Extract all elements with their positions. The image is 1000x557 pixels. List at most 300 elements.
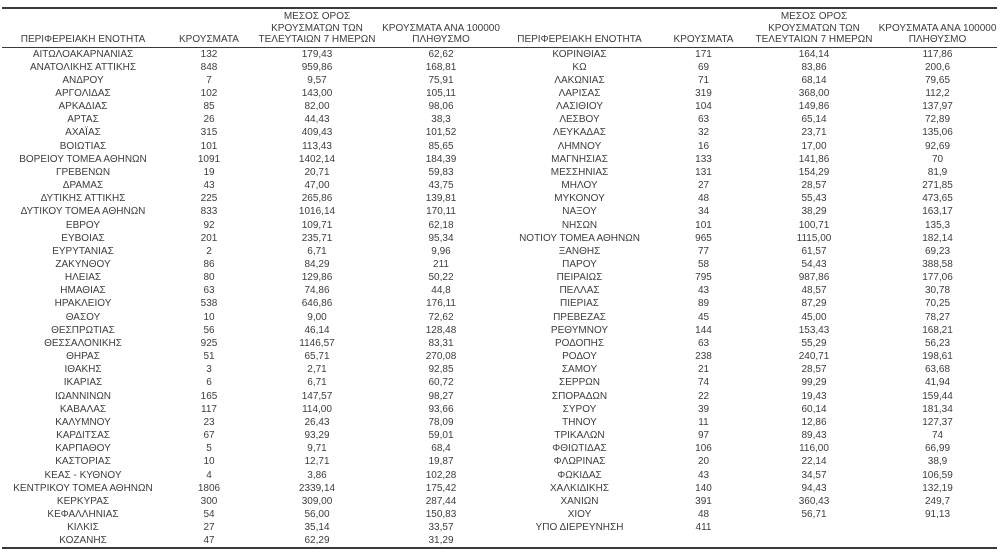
region-cell-right: ΦΩΚΙΔΑΣ xyxy=(557,469,602,481)
region-cell-left: ΕΒΡΟΥ xyxy=(65,219,101,231)
table-row xyxy=(2,47,997,61)
avg7-cell-left: 93,29 xyxy=(304,430,330,442)
header-avg7-right-line2: ΚΡΟΥΣΜΑΤΩΝ ΤΩΝ xyxy=(768,22,860,34)
cases-cell-right: 74 xyxy=(697,377,710,389)
header-cases-left: ΚΡΟΥΣΜΑΤΑ xyxy=(164,8,254,47)
per100k-cell-right: 159,44 xyxy=(922,390,953,402)
per100k-cell-left: 270,08 xyxy=(425,351,457,363)
per100k-cell-right: 92,69 xyxy=(924,140,951,152)
avg7-cell-left: 1016,14 xyxy=(298,206,336,218)
region-cell-right: ΛΕΥΚΑΔΑΣ xyxy=(553,127,606,139)
avg7-cell-left: 20,71 xyxy=(304,166,330,178)
cases-cell-left: 3 xyxy=(206,364,212,376)
region-cell-left: ΑΡΚΑΔΙΑΣ xyxy=(58,101,108,113)
region-cell-right: ΝΑΞΟΥ xyxy=(562,206,597,218)
table-row xyxy=(2,311,997,324)
region-cell-left: ΗΜΑΘΙΑΣ xyxy=(60,285,106,297)
avg7-cell-right: 83,86 xyxy=(801,61,827,73)
cases-cell-left: 102 xyxy=(200,87,218,99)
table-row xyxy=(2,192,997,205)
avg7-cell-left: 265,86 xyxy=(301,193,333,205)
per100k-cell-right: 135,3 xyxy=(924,219,951,231)
region-cell-right: ΤΗΝΟΥ xyxy=(562,416,597,428)
cases-cell-right: 63 xyxy=(697,114,710,126)
avg7-cell-left: 44,43 xyxy=(304,114,330,126)
per100k-cell-left: 92,85 xyxy=(428,364,454,376)
region-cell-right: ΠΡΕΒΕΖΑΣ xyxy=(553,311,606,323)
per100k-cell-left: 128,48 xyxy=(425,324,457,336)
per100k-cell-left: 59,01 xyxy=(428,430,454,442)
avg7-cell-left: 62,29 xyxy=(304,535,330,547)
per100k-cell-left: 287,44 xyxy=(425,495,457,507)
cases-cell-right: 58 xyxy=(697,259,710,270)
per100k-cell-right: 181,34 xyxy=(922,403,953,415)
avg7-cell-left: 9,71 xyxy=(307,443,327,455)
cases-cell-right: 48 xyxy=(697,193,710,205)
avg7-cell-right: 56,71 xyxy=(801,508,827,520)
avg7-cell-right: 368,00 xyxy=(798,87,830,99)
region-cell-right: ΞΑΝΘΗΣ xyxy=(558,245,601,257)
cases-cell-left: 117 xyxy=(201,403,217,415)
cases-cell-left: 132 xyxy=(200,48,218,60)
region-cell-left: ΒΟΡΕΙΟΥ ΤΟΜΕΑ ΑΘΗΝΩΝ xyxy=(19,153,147,165)
table-row xyxy=(2,442,997,455)
avg7-cell-left: 129,86 xyxy=(301,272,333,284)
avg7-cell-left: 82,00 xyxy=(304,101,330,113)
header-avg7-right-line1: ΜΕΣΟΣ ΟΡΟΣ xyxy=(780,11,848,22)
avg7-cell-right: 55,29 xyxy=(801,337,827,349)
cases-cell-right: 411 xyxy=(695,522,712,534)
per100k-cell-right: 198,61 xyxy=(922,351,953,363)
avg7-cell-right: 60,14 xyxy=(801,403,827,415)
cases-cell-right: 171 xyxy=(695,48,712,60)
cases-cell-right: 97 xyxy=(697,430,710,442)
per100k-cell-right: 106,59 xyxy=(922,469,953,481)
avg7-cell-right: 116,00 xyxy=(799,443,829,455)
per100k-cell-right: 271,85 xyxy=(922,180,953,192)
region-cell-right: ΜΥΚΟΝΟΥ xyxy=(554,193,605,205)
table-row xyxy=(2,126,997,139)
cases-cell-right: 34 xyxy=(697,206,710,218)
cases-cell-right: 27 xyxy=(697,180,710,192)
per100k-cell-left: 59,83 xyxy=(428,166,454,178)
per100k-cell-right: 79,65 xyxy=(924,74,951,86)
per100k-cell-left: 176,11 xyxy=(426,298,456,310)
per100k-cell-left: 38,3 xyxy=(431,114,451,126)
table-row xyxy=(2,271,997,284)
avg7-cell-right: 28,57 xyxy=(801,364,827,376)
table-row xyxy=(2,284,997,297)
header-per100k-right-line1: ΚΡΟΥΣΜΑΤΑ ΑΝΑ 100000 xyxy=(878,22,997,34)
header-per100k-left-line2: ΠΛΗΘΥΣΜΟ xyxy=(412,34,470,45)
avg7-cell-left: 46,14 xyxy=(304,324,330,336)
region-cell-right: ΡΕΘΥΜΝΟΥ xyxy=(550,324,609,336)
table-row xyxy=(2,416,997,429)
per100k-cell-left: 98,06 xyxy=(428,101,454,113)
cases-cell-right: 965 xyxy=(695,232,712,244)
region-cell-left: ΚΙΛΚΙΣ xyxy=(67,522,99,534)
per100k-cell-left: 95,34 xyxy=(428,232,454,244)
per100k-cell-right: 56,23 xyxy=(924,337,951,349)
table-body xyxy=(2,47,997,548)
avg7-cell-right: 360,43 xyxy=(798,495,830,507)
cases-cell-right: 21 xyxy=(697,364,710,376)
cases-cell-left: 1091 xyxy=(197,153,221,165)
region-cell-left: ΔΡΑΜΑΣ xyxy=(62,180,104,192)
cases-cell-left: 67 xyxy=(203,430,215,442)
table-row xyxy=(2,232,997,245)
region-cell-left: ΓΡΕΒΕΝΩΝ xyxy=(55,166,111,178)
cases-cell-left: 4 xyxy=(206,469,212,481)
cases-cell-left: 1806 xyxy=(197,482,221,494)
region-cell-right: ΣΑΜΟΥ xyxy=(561,364,598,376)
avg7-cell-left: 114,00 xyxy=(302,403,332,415)
per100k-cell-right: 41,94 xyxy=(924,377,951,389)
avg7-cell-left: 2339,14 xyxy=(298,482,336,494)
region-cell-left: ΔΥΤΙΚΗΣ ΑΤΤΙΚΗΣ xyxy=(40,193,126,205)
cases-cell-left: 26 xyxy=(203,114,215,126)
avg7-cell-left: 6,71 xyxy=(307,245,327,257)
header-per100k-right-line2: ΠΛΗΘΥΣΜΟ xyxy=(908,34,967,45)
avg7-cell-right: 12,86 xyxy=(801,416,827,428)
per100k-cell-right: 249,7 xyxy=(924,495,951,507)
avg7-cell-left: 74,86 xyxy=(304,285,330,297)
cases-cell-right: 106 xyxy=(695,443,712,455)
region-cell-left: ΔΥΤΙΚΟΥ ΤΟΜΕΑ ΑΘΗΝΩΝ xyxy=(20,206,146,218)
region-cell-left: ΑΝΔΡΟΥ xyxy=(62,74,104,86)
per100k-cell-right: 78,27 xyxy=(924,311,951,323)
region-cell-right: ΜΕΣΣΗΝΙΑΣ xyxy=(550,166,609,178)
per100k-cell-right: 81,9 xyxy=(927,166,948,178)
cases-cell-right: 77 xyxy=(697,245,710,257)
per100k-cell-left: 75,91 xyxy=(428,74,454,86)
table-row xyxy=(2,113,997,126)
avg7-cell-left: 109,71 xyxy=(301,219,333,231)
cases-cell-right: 140 xyxy=(695,482,712,494)
per100k-cell-right: 69,23 xyxy=(924,245,951,257)
per100k-cell-right: 117,86 xyxy=(922,48,953,60)
region-cell-right: ΝΗΣΩΝ xyxy=(561,219,598,231)
cases-cell-right: 63 xyxy=(697,337,710,349)
region-cell-right: ΣΠΟΡΑΔΩΝ xyxy=(551,390,608,402)
per100k-cell-left: 62,18 xyxy=(428,219,454,231)
per100k-cell-left: 101,52 xyxy=(425,127,457,139)
region-cell-left: ΘΕΣΣΑΛΟΝΙΚΗΣ xyxy=(44,337,122,349)
per100k-cell-right: 127,37 xyxy=(922,416,953,428)
region-cell-right: ΧΑΝΙΩΝ xyxy=(560,495,599,507)
region-cell-right: ΛΑΚΩΝΙΑΣ xyxy=(554,74,605,86)
avg7-cell-left: 1146,57 xyxy=(299,337,335,349)
regional-cases-table xyxy=(2,7,997,549)
region-cell-left: ΚΑΡΔΙΤΣΑΣ xyxy=(56,430,110,442)
per100k-cell-left: 170,11 xyxy=(426,206,456,218)
per100k-cell-right: 177,06 xyxy=(922,272,953,284)
avg7-cell-left: 9,57 xyxy=(307,74,327,86)
avg7-cell-right: 149,86 xyxy=(798,101,830,113)
avg7-cell-left: 959,86 xyxy=(301,61,333,73)
table-row xyxy=(2,350,997,363)
cases-cell-left: 225 xyxy=(200,193,218,205)
cases-cell-right xyxy=(657,534,750,548)
region-cell-left: ΑΙΤΩΛΟΑΚΑΡΝΑΝΙΑΣ xyxy=(32,48,134,60)
per100k-cell-left: 9,96 xyxy=(431,245,451,257)
avg7-cell-right: 68,14 xyxy=(801,74,827,86)
table-row xyxy=(2,534,997,548)
avg7-cell-left: 26,43 xyxy=(304,416,330,428)
cases-cell-right: 104 xyxy=(695,101,712,113)
cases-cell-left: 925 xyxy=(200,337,218,349)
per100k-cell-left: 50,22 xyxy=(428,272,454,284)
table-row xyxy=(2,337,997,350)
cases-cell-right: 133 xyxy=(695,153,712,165)
avg7-cell-right: 48,57 xyxy=(801,285,827,297)
avg7-cell-right: 22,14 xyxy=(801,456,827,468)
avg7-cell-left: 235,71 xyxy=(301,232,333,244)
per100k-cell-right xyxy=(878,521,997,534)
avg7-cell-left: 147,57 xyxy=(301,390,333,402)
cases-cell-right: 391 xyxy=(695,495,712,507)
region-cell-left: ΚΑΣΤΟΡΙΑΣ xyxy=(55,456,111,468)
avg7-cell-right xyxy=(750,521,878,534)
region-cell-right: ΡΟΔΟΥ xyxy=(562,351,597,363)
cases-cell-left: 27 xyxy=(203,522,215,534)
cases-cell-left: 315 xyxy=(200,127,218,139)
region-cell-left: ΗΡΑΚΛΕΙΟΥ xyxy=(54,298,112,310)
header-per100k-left-line1: ΚΡΟΥΣΜΑΤΑ ΑΝΑ 100000 xyxy=(382,22,500,34)
avg7-cell-right: 87,29 xyxy=(801,298,827,310)
cases-cell-right: 20 xyxy=(697,456,710,468)
avg7-cell-right xyxy=(750,534,878,548)
cases-cell-left: 165 xyxy=(200,390,218,402)
per100k-cell-right: 168,21 xyxy=(922,324,953,336)
region-cell-right: ΛΑΣΙΘΙΟΥ xyxy=(556,101,603,113)
per100k-cell-left: 83,31 xyxy=(428,337,454,349)
table-row xyxy=(2,297,997,310)
cases-cell-left: 848 xyxy=(200,61,218,73)
cases-cell-right: 11 xyxy=(698,416,709,428)
per100k-cell-left: 60,72 xyxy=(428,377,454,389)
region-cell-left: ΖΑΚΥΝΘΟΥ xyxy=(55,259,111,270)
cases-cell-left: 10 xyxy=(203,456,215,468)
cases-cell-left: 101 xyxy=(200,140,218,152)
header-avg7-left-line3: ΤΕΛΕΥΤΑΙΩΝ 7 ΗΜΕΡΩΝ xyxy=(258,34,376,45)
region-cell-left: ΚΑΛΥΜΝΟΥ xyxy=(55,416,111,428)
per100k-cell-right: 30,78 xyxy=(924,285,951,297)
table-row xyxy=(2,153,997,166)
avg7-cell-left: 9,00 xyxy=(307,311,327,323)
table-row xyxy=(2,205,997,218)
per100k-cell-left: 211 xyxy=(433,259,449,270)
per100k-cell-right: 38,9 xyxy=(927,456,948,468)
avg7-cell-right: 141,86 xyxy=(798,153,830,165)
table-row xyxy=(2,508,997,521)
region-cell-left: ΚΟΖΑΝΗΣ xyxy=(59,535,107,547)
cases-cell-right: 39 xyxy=(697,403,710,415)
avg7-cell-left: 113,43 xyxy=(302,140,332,152)
region-cell-right xyxy=(502,534,657,548)
region-cell-left: ΕΥΒΟΙΑΣ xyxy=(61,232,105,244)
table-row xyxy=(2,61,997,74)
region-cell-right: ΛΑΡΙΣΑΣ xyxy=(558,87,601,99)
avg7-cell-left: 309,00 xyxy=(301,495,333,507)
region-cell-left: ΚΕΦΑΛΛΗΝΙΑΣ xyxy=(47,508,119,520)
region-cell-left: ΙΚΑΡΙΑΣ xyxy=(63,377,103,389)
avg7-cell-right: 34,57 xyxy=(801,469,827,481)
avg7-cell-left: 65,71 xyxy=(304,351,330,363)
cases-cell-right: 32 xyxy=(697,127,710,139)
region-cell-right: ΚΩ xyxy=(572,61,587,73)
avg7-cell-left: 56,00 xyxy=(304,508,330,520)
per100k-cell-left: 19,87 xyxy=(428,456,454,468)
per100k-cell-right: 74 xyxy=(931,430,944,442)
region-cell-left: ΚΕΝΤΡΙΚΟΥ ΤΟΜΕΑ ΑΘΗΝΩΝ xyxy=(13,482,153,494)
per100k-cell-right: 112,2 xyxy=(925,87,950,99)
cases-cell-left: 6 xyxy=(206,377,212,389)
region-cell-right: ΥΠΟ ΔΙΕΡΕΥΝΗΣΗ xyxy=(535,522,624,534)
region-cell-left: ΕΥΡΥΤΑΝΙΑΣ xyxy=(52,245,114,257)
avg7-cell-left: 84,29 xyxy=(304,259,330,270)
table-row xyxy=(2,324,997,337)
avg7-cell-left: 143,00 xyxy=(301,87,333,99)
avg7-cell-left: 12,71 xyxy=(304,456,330,468)
region-cell-left: ΚΑΡΠΑΘΟΥ xyxy=(55,443,111,455)
per100k-cell-right: 132,19 xyxy=(922,482,953,494)
avg7-cell-right: 94,43 xyxy=(801,482,827,494)
avg7-cell-right: 153,43 xyxy=(798,324,830,336)
cases-cell-right: 43 xyxy=(697,285,710,297)
cases-cell-right: 795 xyxy=(695,272,712,284)
region-cell-right: ΜΗΛΟΥ xyxy=(561,180,598,192)
cases-cell-right: 43 xyxy=(697,469,710,481)
cases-cell-right: 238 xyxy=(695,351,712,363)
header-cases-right: ΚΡΟΥΣΜΑΤΑ xyxy=(657,8,750,47)
region-cell-left: ΘΕΣΠΡΩΤΙΑΣ xyxy=(51,324,115,336)
region-cell-left: ΑΝΑΤΟΛΙΚΗΣ ΑΤΤΙΚΗΣ xyxy=(29,61,137,73)
cases-cell-left: 2 xyxy=(206,245,212,257)
cases-cell-left: 7 xyxy=(206,74,212,86)
table-row xyxy=(2,455,997,468)
header-region-left: ΠΕΡΙΦΕΡΕΙΑΚΗ ΕΝΟΤΗΤΑ xyxy=(2,8,164,47)
avg7-cell-left: 47,00 xyxy=(304,180,330,192)
table-row xyxy=(2,376,997,389)
region-cell-left: ΚΑΒΑΛΑΣ xyxy=(59,403,107,415)
table-row xyxy=(2,245,997,258)
region-cell-right: ΠΑΡΟΥ xyxy=(562,259,597,270)
cases-cell-left: 300 xyxy=(200,495,218,507)
region-cell-left: ΑΧΑΪΑΣ xyxy=(65,127,101,139)
table-row xyxy=(2,403,997,416)
table-row xyxy=(2,390,997,403)
per100k-cell-left: 43,75 xyxy=(428,180,454,192)
cases-cell-right: 319 xyxy=(695,87,712,99)
avg7-cell-right: 19,43 xyxy=(801,390,827,402)
avg7-cell-right: 99,29 xyxy=(801,377,827,389)
cases-cell-right: 16 xyxy=(697,140,710,152)
region-cell-right: ΦΘΙΩΤΙΔΑΣ xyxy=(552,443,607,455)
region-cell-left: ΘΗΡΑΣ xyxy=(66,351,100,363)
per100k-cell-left: 150,83 xyxy=(425,508,457,520)
avg7-cell-left: 179,43 xyxy=(301,48,333,60)
cases-cell-left: 80 xyxy=(203,272,215,284)
cases-cell-right: 144 xyxy=(695,324,712,336)
cases-cell-right: 69 xyxy=(697,61,710,73)
cases-cell-left: 92 xyxy=(203,219,215,231)
region-cell-right: ΛΕΣΒΟΥ xyxy=(559,114,600,126)
per100k-cell-right: 135,06 xyxy=(922,127,953,139)
per100k-cell-right: 63,68 xyxy=(924,364,951,376)
region-cell-left: ΙΩΑΝΝΙΝΩΝ xyxy=(54,390,112,402)
per100k-cell-left: 78,09 xyxy=(428,416,454,428)
cases-cell-left: 63 xyxy=(203,285,215,297)
per100k-cell-left: 105,11 xyxy=(426,87,456,99)
cases-cell-right: 89 xyxy=(697,298,710,310)
per100k-cell-right xyxy=(878,534,997,548)
avg7-cell-right: 1115,00 xyxy=(796,232,832,244)
table-row xyxy=(2,179,997,192)
per100k-cell-left: 85,65 xyxy=(428,140,454,152)
avg7-cell-right: 28,57 xyxy=(801,180,827,192)
avg7-cell-left: 2,71 xyxy=(307,364,327,376)
avg7-cell-right: 987,86 xyxy=(798,272,830,284)
avg7-cell-right: 45,00 xyxy=(801,311,827,323)
avg7-cell-right: 154,29 xyxy=(798,166,830,178)
cases-cell-left: 5 xyxy=(206,443,212,455)
avg7-cell-left: 646,86 xyxy=(301,298,333,310)
region-cell-left: ΘΑΣΟΥ xyxy=(65,311,101,323)
cases-cell-left: 85 xyxy=(203,101,215,113)
avg7-cell-left: 35,14 xyxy=(304,522,330,534)
region-cell-left: ΒΟΙΩΤΙΑΣ xyxy=(59,140,107,152)
table-row xyxy=(2,258,997,271)
per100k-cell-right: 200,6 xyxy=(924,61,951,73)
cases-cell-left: 833 xyxy=(200,206,218,218)
table-row xyxy=(2,166,997,179)
avg7-cell-right: 89,43 xyxy=(801,430,827,442)
table-row xyxy=(2,74,997,87)
table-row xyxy=(2,469,997,482)
per100k-cell-right: 91,13 xyxy=(924,508,951,520)
region-cell-left: ΚΕΡΚΥΡΑΣ xyxy=(56,495,110,507)
region-cell-right: ΦΛΩΡΙΝΑΣ xyxy=(553,456,606,468)
header-avg7-left-line2: ΚΡΟΥΣΜΑΤΩΝ ΤΩΝ xyxy=(271,22,363,34)
region-cell-right: ΡΟΔΟΠΗΣ xyxy=(554,337,605,349)
cases-cell-left: 19 xyxy=(203,166,215,178)
cases-cell-right: 71 xyxy=(697,74,710,86)
per100k-cell-left: 31,29 xyxy=(428,535,454,547)
per100k-cell-right: 72,89 xyxy=(924,114,951,126)
region-cell-right: ΚΟΡΙΝΘΙΑΣ xyxy=(552,48,607,60)
header-per100k-right xyxy=(878,8,997,47)
avg7-cell-right: 61,57 xyxy=(801,245,827,257)
avg7-cell-right: 164,14 xyxy=(798,48,830,60)
header-avg7-left xyxy=(254,8,380,47)
per100k-cell-right: 66,99 xyxy=(924,443,951,455)
per100k-cell-right: 70 xyxy=(931,153,944,165)
header-avg7-right-line3: ΤΕΛΕΥΤΑΙΩΝ 7 ΗΜΕΡΩΝ xyxy=(755,34,873,45)
region-cell-left: ΑΡΓΟΛΙΔΑΣ xyxy=(55,87,111,99)
per100k-cell-right: 182,14 xyxy=(922,232,953,244)
cases-cell-left: 51 xyxy=(203,351,215,363)
region-cell-right: ΧΑΛΚΙΔΙΚΗΣ xyxy=(550,482,609,494)
region-cell-right: ΤΡΙΚΑΛΩΝ xyxy=(554,430,605,442)
header-avg7-left-line1: ΜΕΣΟΣ ΟΡΟΣ xyxy=(283,11,351,22)
per100k-cell-right: 137,97 xyxy=(922,101,953,113)
region-cell-left: ΗΛΕΙΑΣ xyxy=(64,272,102,284)
region-cell-left: ΚΕΑΣ - ΚΥΘΝΟΥ xyxy=(44,469,122,481)
per100k-cell-left: 98,27 xyxy=(428,390,454,402)
header-avg7-right xyxy=(750,8,878,47)
avg7-cell-right: 100,71 xyxy=(798,219,830,231)
